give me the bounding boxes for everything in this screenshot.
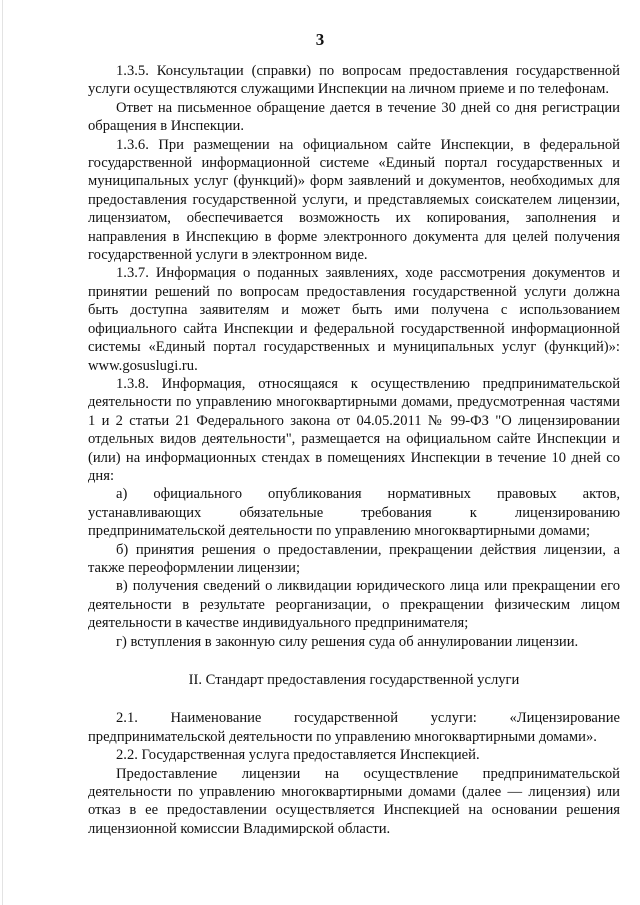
list-item-b: б) принятия решения о предоставлении, прекращении действия лицензии, а также переоформлении лицензии; — [88, 541, 620, 576]
paragraph-1-3-7: 1.3.7. Информация о поданных заявлениях, ходе рассмотрения документов и принятии решений по вопросам предоставления государственной услуги должна быть доступна заявителям и может быть ими получена с использованием официального сайта Инспекции и федеральной государственной информационной системы «Единый портал государственных и муниципальных услуг (функций)»: www.gosuslugi.ru. — [88, 265, 620, 374]
list-item-v: в) получения сведений о ликвидации юридического лица или прекращении его деятельности в результате реорганизации, о прекращении физическим лицом деятельности в качестве индивидуального предпринимателя; — [88, 578, 620, 632]
list-item-a: а) официального опубликования нормативных правовых актов, устанавливающих обязательные требования к лицензированию предпринимательской деятельности по управлению многоквартирными домами; — [88, 486, 620, 540]
paragraph-license-decision: Предоставление лицензии на осуществление предпринимательской деятельности по управлению многоквартирными домами (далее — лицензия) или отказ в ее предоставлении осуществляется Инспекцией на основании решения лицензионной комиссии Владимирской области. — [88, 765, 620, 837]
paragraph-2-1: 2.1. Наименование государственной услуги: «Лицензирование предпринимательской деятельности по управлению многоквартирными домами». — [88, 710, 620, 745]
section-heading: II. Стандарт предоставления государственной услуги — [188, 672, 520, 688]
paragraph-1-3-6: 1.3.6. При размещении на официальном сайте Инспекции, в федеральной государственной информационной системе «Единый портал государственных и муниципальных услуг (функций)» форм заявлений и документов, необходимых для предоставления государственной услуги, и представляемых соискателем лицензии, лицензиатом, обеспечивается возможность их копирования, заполнения и направления в Инспекцию в форме электронного документа для целей получения государственной услуги в электронном виде. — [88, 136, 620, 264]
paragraph-1-3-8: 1.3.8. Информация, относящаяся к осуществлению предпринимательской деятельности по управлению многоквартирными домами, предусмотренная частями 1 и 2 статьи 21 Федерального закона от 04.05.2011 № 99-ФЗ "О лицензировании отдельных видов деятельности", размещается на официальном сайте Инспекции и (или) на информационных стендах в помещениях Инспекции в течение 10 дней со дня: — [88, 375, 620, 484]
page-number: 3 — [315, 30, 325, 49]
list-item-g: г) вступления в законную силу решения суда об аннулировании лицензии. — [116, 633, 579, 650]
paragraph-written-response: Ответ на письменное обращение дается в течение 30 дней со дня регистрации обращения в Инспекции. — [88, 99, 620, 135]
document-body — [88, 62, 620, 838]
paragraph-2-2: 2.2. Государственная услуга предоставляется Инспекцией. — [116, 747, 480, 764]
scan-margin-line — [2, 0, 3, 905]
paragraph-1-3-5: 1.3.5. Консультации (справки) по вопросам предоставления государственной услуги осуществляются служащими Инспекции на личном приеме и по телефонам. — [88, 63, 620, 98]
